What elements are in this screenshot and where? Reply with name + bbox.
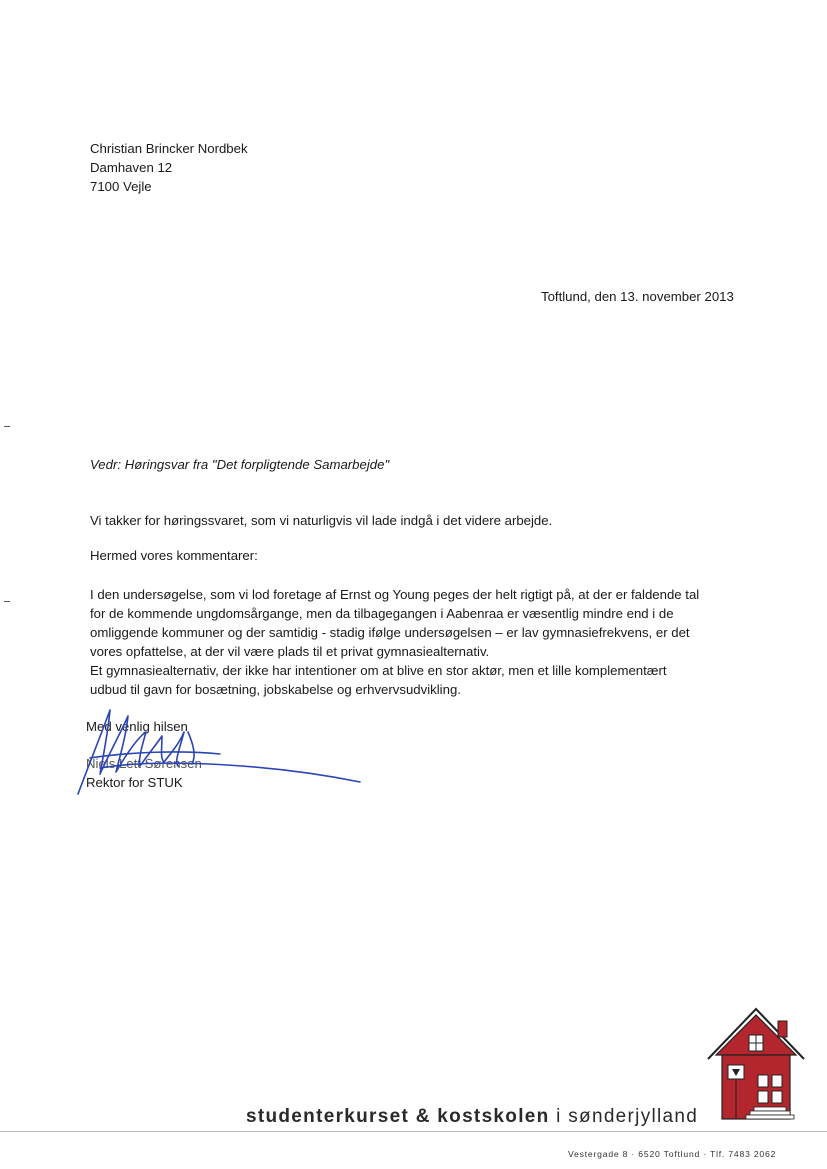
house-logo-icon <box>700 1003 812 1127</box>
footer-contact: Vestergade 8 · 6520 Toftlund · Tlf. 7483 2062 <box>568 1149 777 1159</box>
recipient-name: Christian Brincker Nordbek <box>90 141 248 156</box>
thanks-paragraph: Vi takker for høringssvaret, som vi naturligvis vil lade indgå i det videre arbejde. <box>90 513 553 528</box>
fold-mark <box>4 426 10 427</box>
handwritten-signature <box>70 702 370 802</box>
body-line: I den undersøgelse, som vi lod foretage af Ernst og Young peges der helt rigtigt på, at der er faldende tal <box>90 587 700 602</box>
body-line: vores opfattelse, at der vil være plads til et privat gymnasiealternativ. <box>90 644 490 659</box>
signatory-name: Niels Lett Sørensen <box>86 756 202 771</box>
closing-text: Med venlig hilsen <box>86 719 188 734</box>
footer-brand <box>246 1106 698 1128</box>
brand-part: i sønderjylland <box>549 1106 699 1127</box>
recipient-city: 7100 Vejle <box>90 179 152 194</box>
signatory-title: Rektor for STUK <box>86 775 183 790</box>
body-line: for de kommende ungdomsårgange, men da tilbagegangen i Aabenraa er væsentlig mindre end i de <box>90 606 674 621</box>
body-line: omliggende kommuner og der samtidig - stadig ifølge undersøgelsen – er lav gymnasiefrekvens, er det <box>90 625 690 640</box>
intro-paragraph: Hermed vores kommentarer: <box>90 548 258 563</box>
body-line: Et gymnasiealternativ, der ikke har intentioner om at blive en stor aktør, men et lille komplementært <box>90 663 667 678</box>
recipient-street: Damhaven 12 <box>90 160 173 175</box>
brand-ampersand: & <box>409 1106 438 1127</box>
body-paragraph <box>90 585 699 699</box>
recipient-address <box>90 139 248 196</box>
body-line: udbud til gavn for bosætning, jobskabelse og erhvervsudvikling. <box>90 682 461 697</box>
subject-line: Vedr: Høringsvar fra "Det forpligtende Samarbejde" <box>90 457 390 472</box>
brand-part: kostskolen <box>437 1106 550 1127</box>
footer-divider <box>0 1131 827 1132</box>
fold-mark <box>4 601 10 602</box>
brand-part: studenterkurset <box>246 1106 410 1127</box>
date-line: Toftlund, den 13. november 2013 <box>541 289 734 304</box>
